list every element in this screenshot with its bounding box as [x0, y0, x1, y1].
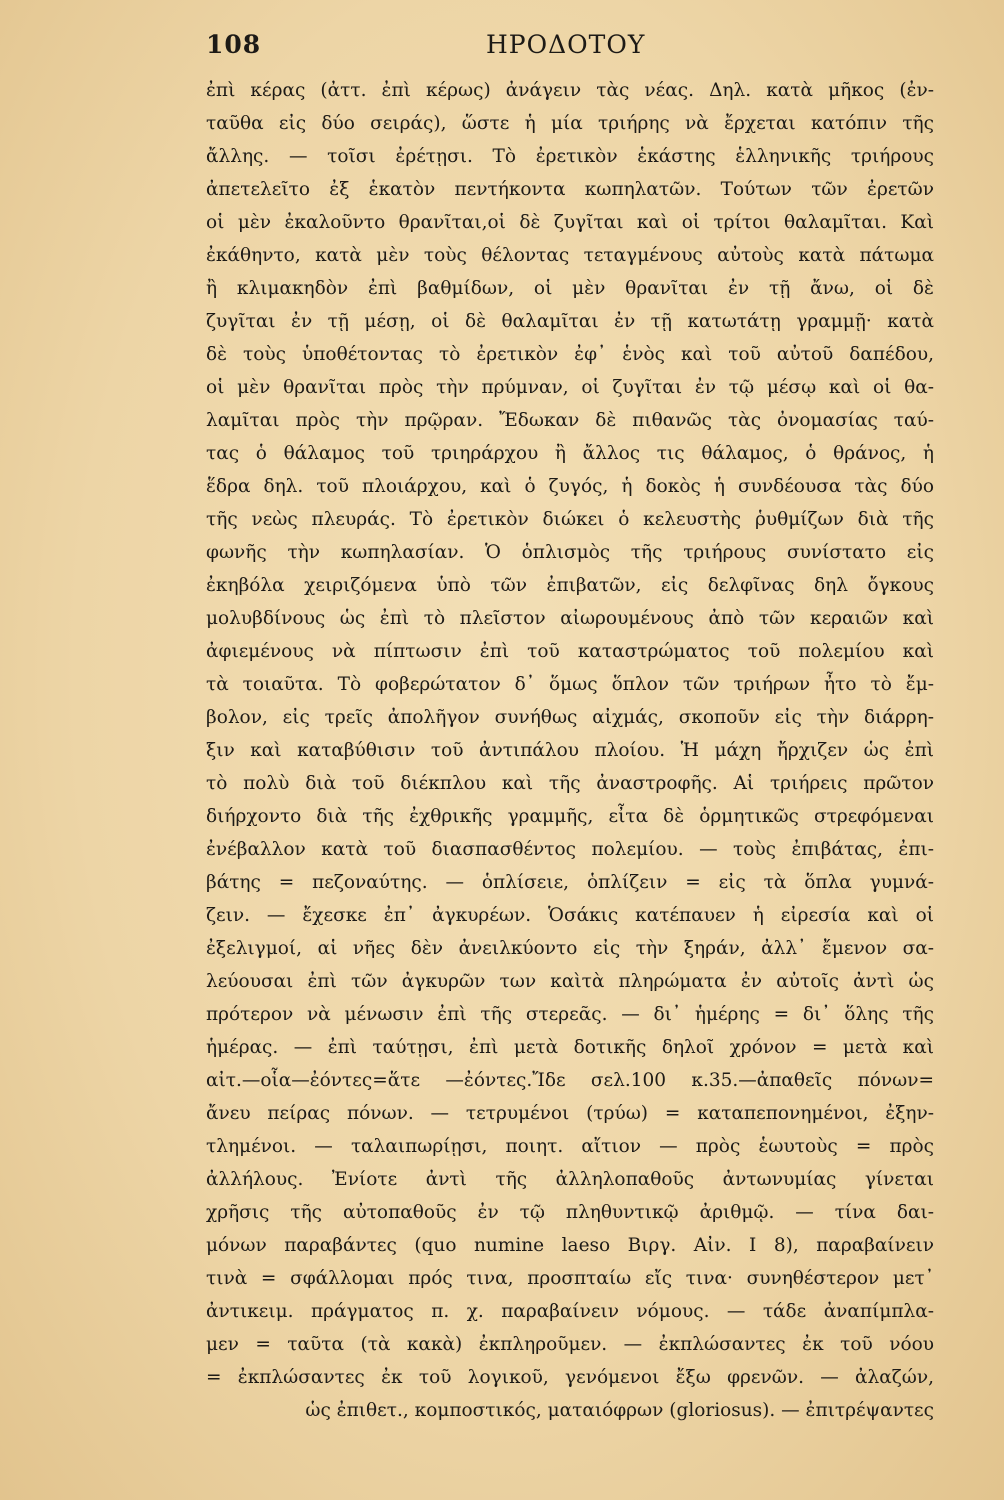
text-line: ταῦθα εἰς δύο σειράς), ὥστε ἡ μία τριήρης νὰ ἔρχεται κατόπιν τῆς	[206, 113, 934, 134]
page-number: 108	[206, 30, 262, 59]
text-line: τας ὁ θάλαμος τοῦ τριηράρχου ἢ ἄλλος τις θάλαμος, ὁ θράνος, ἡ	[206, 443, 934, 464]
text-line: βολον, εἰς τρεῖς ἀπολῆγον συνήθως αἰχμάς, σκοποῦν εἰς τὴν διάρρη-	[206, 707, 934, 728]
text-line: ὡς ἐπιθετ., κομποστικός, ματαιόφρων (gloriosus). — ἐπιτρέψαντες	[305, 1400, 934, 1421]
text-line: τὰ τοιαῦτα. Τὸ φοβερώτατον δ᾽ ὅμως ὅπλον τῶν τριήρων ἦτο τὸ ἔμ-	[206, 674, 934, 695]
text-line: = ἐκπλώσαντες ἐκ τοῦ λογικοῦ, γενόμενοι ἔξω φρενῶν. — ἀλαζών,	[206, 1367, 934, 1388]
text-line: ἢ κλιμακηδὸν ἐπὶ βαθμίδων, οἱ μὲν θρανῖται ἐν τῇ ἄνω, οἱ δὲ	[206, 278, 934, 299]
text-line: ἐκάθηντο, κατὰ μὲν τοὺς θέλοντας τεταγμένους αὐτοὺς κατὰ πάτωμα	[206, 245, 934, 266]
text-line: πρότερον νὰ μένωσιν ἐπὶ τῆς στερεᾶς. — δι᾽ ἡμέρης = δι᾽ ὅλης τῆς	[206, 1004, 934, 1025]
text-line: μεν = ταῦτα (τὰ κακὰ) ἐκπληροῦμεν. — ἐκπλώσαντες ἐκ τοῦ νόου	[206, 1334, 934, 1355]
text-line: ξιν καὶ καταβύθισιν τοῦ ἀντιπάλου πλοίου. Ἡ μάχη ἤρχιζεν ὡς ἐπὶ	[206, 740, 934, 761]
commentary-text	[206, 74, 934, 1427]
text-line: φωνῆς τὴν κωπηλασίαν. Ὁ ὁπλισμὸς τῆς τριήρους συνίστατο εἰς	[206, 542, 934, 563]
text-line: αἰτ.—οἷα—ἐόντες=ἅτε —ἐόντες.Ἴδε σελ.100 κ.35.—ἀπαθεῖς πόνων=	[206, 1070, 934, 1091]
page-header	[206, 30, 878, 64]
text-line: ζυγῖται ἐν τῇ μέσῃ, οἱ δὲ θαλαμῖται ἐν τῇ κατωτάτῃ γραμμῇ· κατὰ	[206, 311, 934, 332]
text-line: ἐξελιγμοί, αἱ νῆες δὲν ἀνειλκύοντο εἰς τὴν ξηράν, ἀλλ᾽ ἔμενον σα-	[206, 938, 934, 959]
text-line: τὸ πολὺ διὰ τοῦ διέκπλου καὶ τῆς ἀναστροφῆς. Αἱ τριήρεις πρῶτον	[206, 773, 934, 794]
text-line: λεύουσαι ἐπὶ τῶν ἀγκυρῶν των καὶτὰ πληρώματα ἐν αὐτοῖς ἀντὶ ὡς	[206, 971, 934, 992]
text-line: ἀπετελεῖτο ἐξ ἑκατὸν πεντήκοντα κωπηλατῶν. Τούτων τῶν ἐρετῶν	[206, 179, 934, 200]
text-line: ἄλλης. — τοῖσι ἐρέτῃσι. Τὸ ἐρετικὸν ἑκάστης ἑλληνικῆς τριήρους	[206, 146, 934, 167]
running-title: ΗΡΟΔΟΤΟΥ	[486, 30, 646, 59]
text-line: χρῆσις τῆς αὐτοπαθοῦς ἐν τῷ πληθυντικῷ ἀριθμῷ. — τίνα δαι-	[206, 1202, 934, 1223]
text-line: ἕδρα δηλ. τοῦ πλοιάρχου, καὶ ὁ ζυγός, ἡ δοκὸς ἡ συνδέουσα τὰς δύο	[206, 476, 934, 497]
text-line: ἐκηβόλα χειριζόμενα ὑπὸ τῶν ἐπιβατῶν, εἰς δελφῖνας δηλ ὄγκους	[206, 575, 934, 596]
text-line: ζειν. — ἔχεσκε ἐπ᾽ ἀγκυρέων. Ὁσάκις κατέπαυεν ἡ εἰρεσία καὶ οἱ	[206, 905, 934, 926]
text-line: ἀφιεμένους νὰ πίπτωσιν ἐπὶ τοῦ καταστρώματος τοῦ πολεμίου καὶ	[206, 641, 934, 662]
text-line: βάτης = πεζοναύτης. — ὁπλίσειε, ὁπλίζειν = εἰς τὰ ὅπλα γυμνά-	[206, 872, 934, 893]
text-line: δὲ τοὺς ὑποθέτοντας τὸ ἐρετικὸν ἐφ᾽ ἑνὸς καὶ τοῦ αὐτοῦ δαπέδου,	[206, 344, 934, 365]
text-line: τινὰ = σφάλλομαι πρός τινα, προσπταίω εἴς τινα· συνηθέστερον μετ᾽	[206, 1268, 934, 1289]
text-line: τῆς νεὼς πλευράς. Τὸ ἐρετικὸν διώκει ὁ κελευστὴς ῥυθμίζων διὰ τῆς	[206, 509, 934, 530]
text-line: τλημένοι. — ταλαιπωρίῃσι, ποιητ. αἴτιον — πρὸς ἑωυτοὺς = πρὸς	[206, 1136, 934, 1157]
text-line: ἀλλήλους. Ἐνίοτε ἀντὶ τῆς ἀλληλοπαθοῦς ἀντωνυμίας γίνεται	[206, 1169, 934, 1190]
text-line: μολυβδίνους ὡς ἐπὶ τὸ πλεῖστον αἰωρουμένους ἀπὸ τῶν κεραιῶν καὶ	[206, 608, 934, 629]
text-line: ἄνευ πείρας πόνων. — τετρυμένοι (τρύω) = καταπεπονημένοι, ἐξην-	[206, 1103, 934, 1124]
text-line: ἡμέρας. — ἐπὶ ταύτῃσι, ἐπὶ μετὰ δοτικῆς δηλοῖ χρόνον = μετὰ καὶ	[206, 1037, 934, 1058]
text-line: λαμῖται πρὸς τὴν πρῷραν. Ἔδωκαν δὲ πιθανῶς τὰς ὀνομασίας ταύ-	[206, 410, 934, 431]
text-line: ἐνέβαλλον κατὰ τοῦ διασπασθέντος πολεμίου. — τοὺς ἐπιβάτας, ἐπι-	[206, 839, 934, 860]
text-line: διήρχοντο διὰ τῆς ἐχθρικῆς γραμμῆς, εἶτα δὲ ὁρμητικῶς στρεφόμεναι	[206, 806, 934, 827]
text-line: ἀντικειμ. πράγματος π. χ. παραβαίνειν νόμους. — τάδε ἀναπίμπλα-	[206, 1301, 934, 1322]
text-line: οἱ μὲν ἐκαλοῦντο θρανῖται,οἱ δὲ ζυγῖται καὶ οἱ τρίτοι θαλαμῖται. Καὶ	[206, 212, 934, 233]
text-line: μόνων παραβάντες (quo numine laeso Βιργ. Αἰν. I 8), παραβαίνειν	[206, 1235, 934, 1256]
text-line: οἱ μὲν θρανῖται πρὸς τὴν πρύμναν, οἱ ζυγῖται ἐν τῷ μέσῳ καὶ οἱ θα-	[206, 377, 934, 398]
text-line: ἐπὶ κέρας (ἀττ. ἐπὶ κέρως) ἀνάγειν τὰς νέας. Δηλ. κατὰ μῆκος (ἐν-	[206, 80, 934, 101]
